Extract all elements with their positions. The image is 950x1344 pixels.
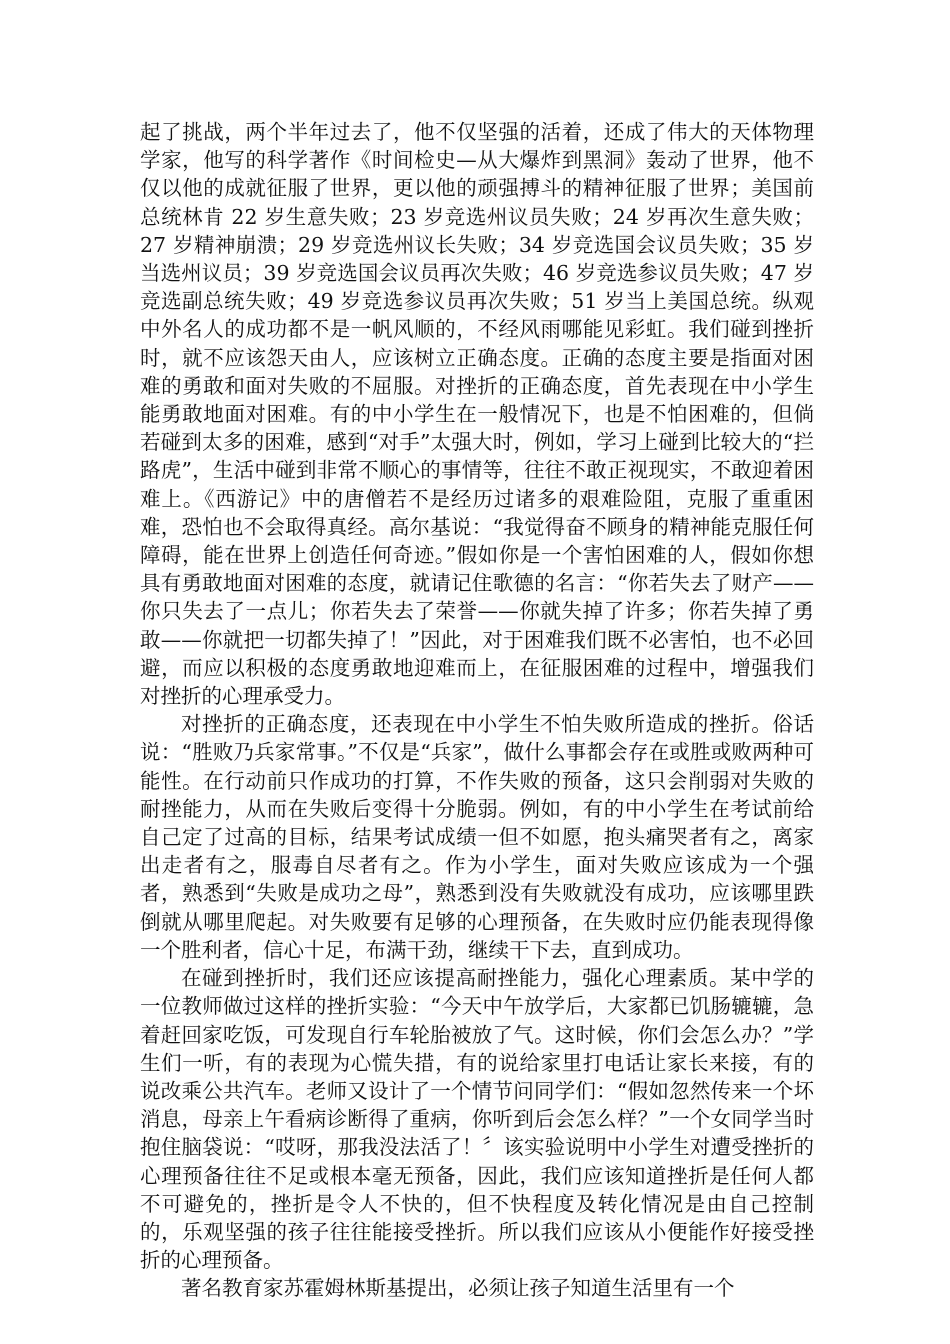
paragraph-2: 对挫折的正确态度，还表现在中小学生不怕失败所造成的挫折。俗话说：“胜败乃兵家常事。”不仅是“兵家”，做什么事都会存在或胜或败两种可能性。在行动前只作成功的打算，不作失败的预备，这只会削弱对失败的耐挫能力，从而在失败后变得十分脆弱。例如，有的中小学生在考试前给自己定了过高的目标，结果考试成绩一但不如愿，抱头痛哭者有之，离家出走者有之，服毒自尽者有之。作为小学生，面对失败应该成为一个强者，熟悉到“失败是成功之母”，熟悉到没有失败就没有成功，应该哪里跌倒就从哪里爬起。对失败要有足够的心理预备，在失败时应仍能表现得像一个胜利者，信心十足，布满干劲，继续干下去，直到成功。 <box>140 712 814 962</box>
paragraph-4: 著名教育家苏霍姆林斯基提出，必须让孩子知道生活里有一个 <box>181 1276 735 1301</box>
paragraph-3: 在碰到挫折时，我们还应该提高耐挫能力，强化心理素质。某中学的一位教师做过这样的挫折实验：“今天中午放学后，大家都已饥肠辘辘，急着赶回家吃饭，可发现自行车轮胎被放了气。这时候，你们会怎么办？”学生们一听，有的表现为心慌失措，有的说给家里打电话让家长来接，有的说改乘公共汽车。老师又设计了一个情节问同学们：“假如忽然传来一个坏消息，母亲上午看病诊断得了重病，你听到后会怎么样？”一个女同学当时抱住脑袋说：“哎呀，那我没法活了！〞该实验说明中小学生对遭受挫折的心理预备往往不足或根本毫无预备，因此，我们应该知道挫折是任何人都不可避免的，挫折是令人不快的，但不快程度及转化情况是由自己控制的，乐观坚强的孩子往往能接受挫折。所以我们应该从小便能作好接受挫折的心理预备。 <box>140 966 814 1273</box>
document-body <box>140 118 814 1303</box>
paragraph-1: 起了挑战，两个半年过去了，他不仅坚强的活着，还成了伟大的天体物理学家，他写的科学著作《时间检史—从大爆炸到黑洞》轰动了世界，他不仅以他的成就征服了世界，更以他的顽强搏斗的精神征服了世界；美国前总统林肯 22 岁生意失败；23 岁竞选州议员失败；24 岁再次生意失败；27 岁精神崩溃；29 岁竞选州议长失败；34 岁竞选国会议员失败；35 岁当选州议员；39 岁竞选国会议员再次失败；46 岁竞选参议员失败；47 岁竞选副总统失败；49 岁竞选参议员再次失败；51 岁当上美国总统。纵观中外名人的成功都不是一帆风顺的，不经风雨哪能见彩虹。我们碰到挫折时，就不应该怨天由人，应该树立正确态度。正确的态度主要是指面对困难的勇敢和面对失败的不屈服。对挫折的正确态度，首先表现在中小学生能勇敢地面对困难。有的中小学生在一般情况下，也是不怕困难的，但倘若碰到太多的困难，感到“对手”太强大时，例如，学习上碰到比较大的“拦路虎”，生活中碰到非常不顺心的事情等，往往不敢正视现实，不敢迎着困难上。《西游记》中的唐僧若不是经历过诸多的艰难险阻，克服了重重困难，恐怕也不会取得真经。高尔基说：“我觉得奋不顾身的精神能克服任何障碍，能在世界上创造任何奇迹。”假如你是一个害怕困难的人，假如你想具有勇敢地面对困难的态度，就请记住歌德的名言：“你若失去了财产——你只失去了一点儿；你若失去了荣誉——你就失掉了许多；你若失掉了勇敢——你就把一切都失掉了！”因此，对于困难我们既不必害怕，也不必回避，而应以积极的态度勇敢地迎难而上，在征服困难的过程中，增强我们对挫折的心理承受力。 <box>140 120 814 709</box>
